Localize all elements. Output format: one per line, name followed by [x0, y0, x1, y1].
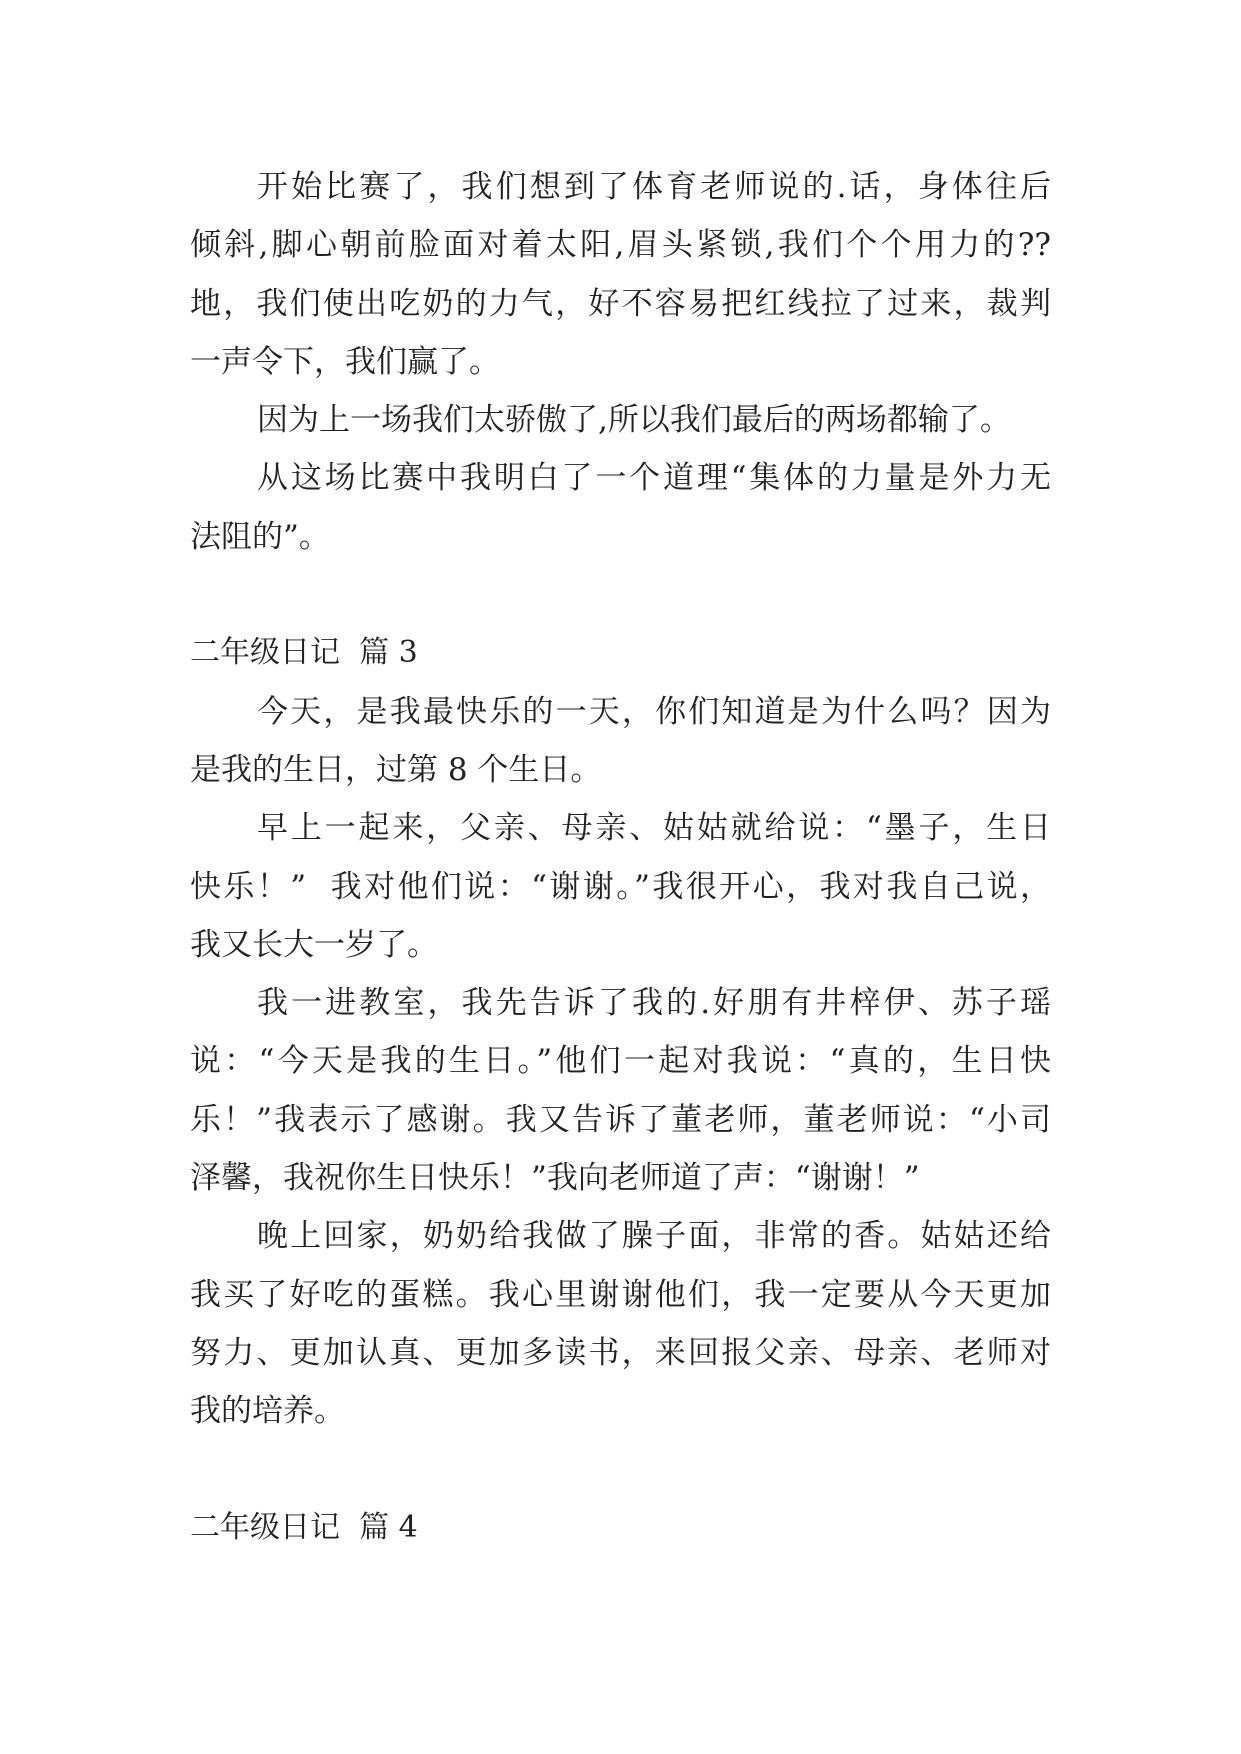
paragraph [190, 391, 1051, 449]
document-page [190, 158, 1051, 1557]
section-heading: 二年级日记 篇 3 [190, 635, 418, 671]
text-line: 我一进教室，我先告诉了我的.好朋有井梓伊、苏子瑶 [257, 985, 1051, 1022]
paragraph [190, 683, 1051, 800]
paragraph [190, 449, 1051, 566]
blank-line [190, 1441, 1051, 1499]
text-line: 晚上回家，奶奶给我做了臊子面，非常的香。姑姑还给 [257, 1218, 1051, 1255]
paragraph [190, 799, 1051, 974]
text-line: 我的培养。 [190, 1393, 345, 1430]
text-line: 地，我们使出吃奶的力气，好不容易把红线拉了过来，裁判 [190, 285, 1051, 322]
text-line: 今天，是我最快乐的一天，你们知道是为什么吗？因为 [257, 693, 1051, 730]
text-line: 早上一起来，父亲、母亲、姑姑就给说：“墨子，生日 [257, 810, 1051, 847]
paragraph [190, 1207, 1051, 1440]
text-line: 从这场比赛中我明白了一个道理“集体的力量是外力无 [257, 460, 1051, 497]
paragraph [190, 158, 1051, 391]
text-line: 开始比赛了，我们想到了体育老师说的.话，身体往后 [257, 169, 1051, 205]
text-line: 快乐！” 我对他们说：“谢谢。”我很开心，我对我自己说， [190, 868, 1051, 905]
text-line: 我又长大一岁了。 [190, 926, 438, 963]
text-line: 倾斜,脚心朝前脸面对着太阳,眉头紧锁,我们个个用力的?? [190, 227, 1051, 264]
text-line: 泽馨，我祝你生日快乐！”我向老师道了声：“谢谢！” [190, 1160, 920, 1197]
text-line: 法阻的”。 [190, 518, 330, 555]
section-heading: 二年级日记 篇 4 [190, 1509, 418, 1545]
text-line: 说：“今天是我的生日。”他们一起对我说：“真的，生日快 [190, 1043, 1051, 1080]
text-line: 一声令下，我们赢了。 [190, 343, 500, 380]
text-line: 努力、更加认真、更加多读书，来回报父亲、母亲、老师对 [190, 1334, 1051, 1371]
paragraph [190, 974, 1051, 1207]
text-line: 乐！”我表示了感谢。我又告诉了董老师，董老师说：“小司 [190, 1101, 1051, 1138]
text-line: 因为上一场我们太骄傲了,所以我们最后的两场都输了。 [257, 402, 1011, 439]
text-line: 是我的生日，过第 8 个生日。 [190, 751, 602, 788]
text-line: 我买了好吃的蛋糕。我心里谢谢他们，我一定要从今天更加 [190, 1276, 1051, 1313]
blank-line [190, 566, 1051, 624]
